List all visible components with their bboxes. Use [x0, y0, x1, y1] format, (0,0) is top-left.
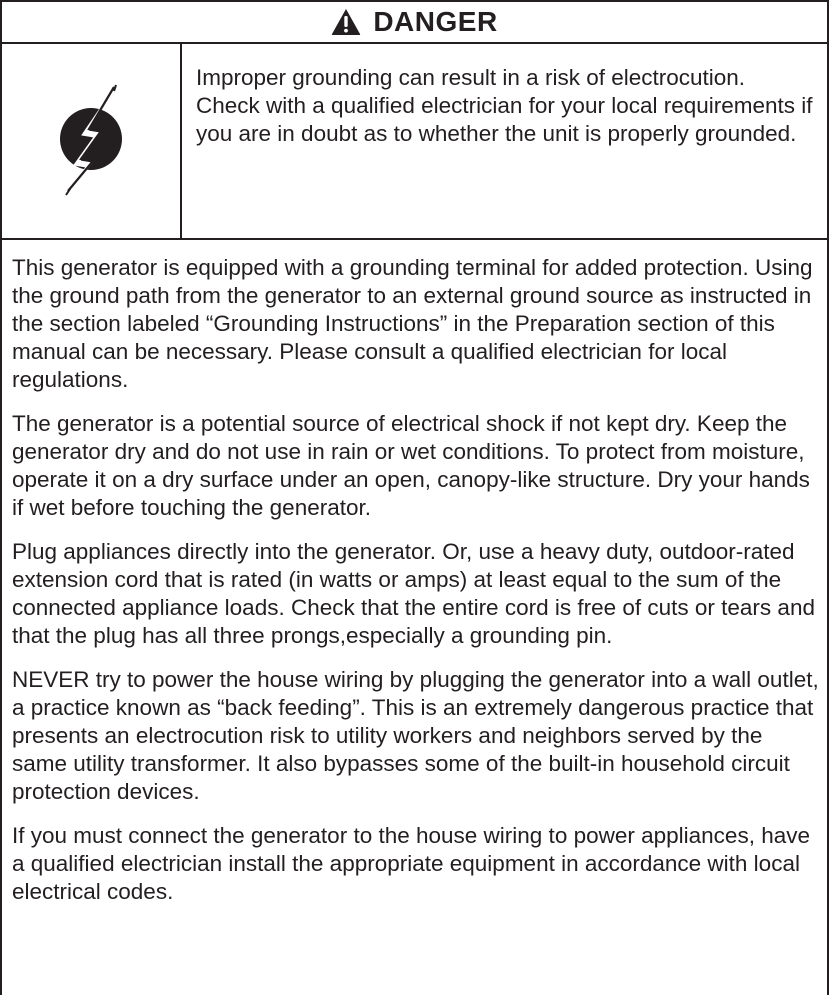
danger-message: Improper grounding can result in a risk of electrocution. Check with a qualified electrician for your local requirements if you are in doubt as to whether the unit is properly grounded. [196, 65, 813, 146]
paragraph-keep-dry: The generator is a potential source of electrical shock if not kept dry. Keep the generator dry and do not use in rain or wet conditions. To protect from moisture, operate it on a dry surface under an open, canopy-like structure. Dry your hands if wet before touching the generator. [12, 411, 810, 520]
danger-message-row [2, 44, 827, 240]
paragraph-back-feeding: NEVER try to power the house wiring by plugging the generator into a wall outlet, a practice known as “back feeding”. This is an extremely dangerous practice that presents an electrocution risk to utility workers and neighbors served by the same utility transformer. It also bypasses some of the built-in household circuit protection devices. [12, 667, 819, 804]
warning-triangle-icon [331, 8, 361, 36]
danger-header [2, 0, 827, 44]
paragraph-extension-cord: Plug appliances directly into the generator. Or, use a heavy duty, outdoor-rated extension cord that is rated (in watts or amps) at least equal to the sum of the connected appliance loads. Check that the entire cord is free of cuts or tears and that the plug has all three prongs,especially a grounding pin. [12, 539, 815, 648]
danger-title: DANGER [373, 6, 498, 37]
electrical-hazard-icon [56, 79, 126, 204]
electrical-hazard-cell [2, 44, 182, 238]
paragraph-grounding: This generator is equipped with a grounding terminal for added protection. Using the ground path from the generator to an external ground source as instructed in the section labeled “Grounding Instructions” in the Preparation section of this manual can be necessary. Please consult a qualified electrician for local regulations. [12, 255, 813, 392]
paragraph-house-wiring: If you must connect the generator to the house wiring to power appliances, have a qualified electrician install the appropriate equipment in accordance with local electrical codes. [12, 823, 810, 904]
safety-instructions [2, 240, 827, 906]
